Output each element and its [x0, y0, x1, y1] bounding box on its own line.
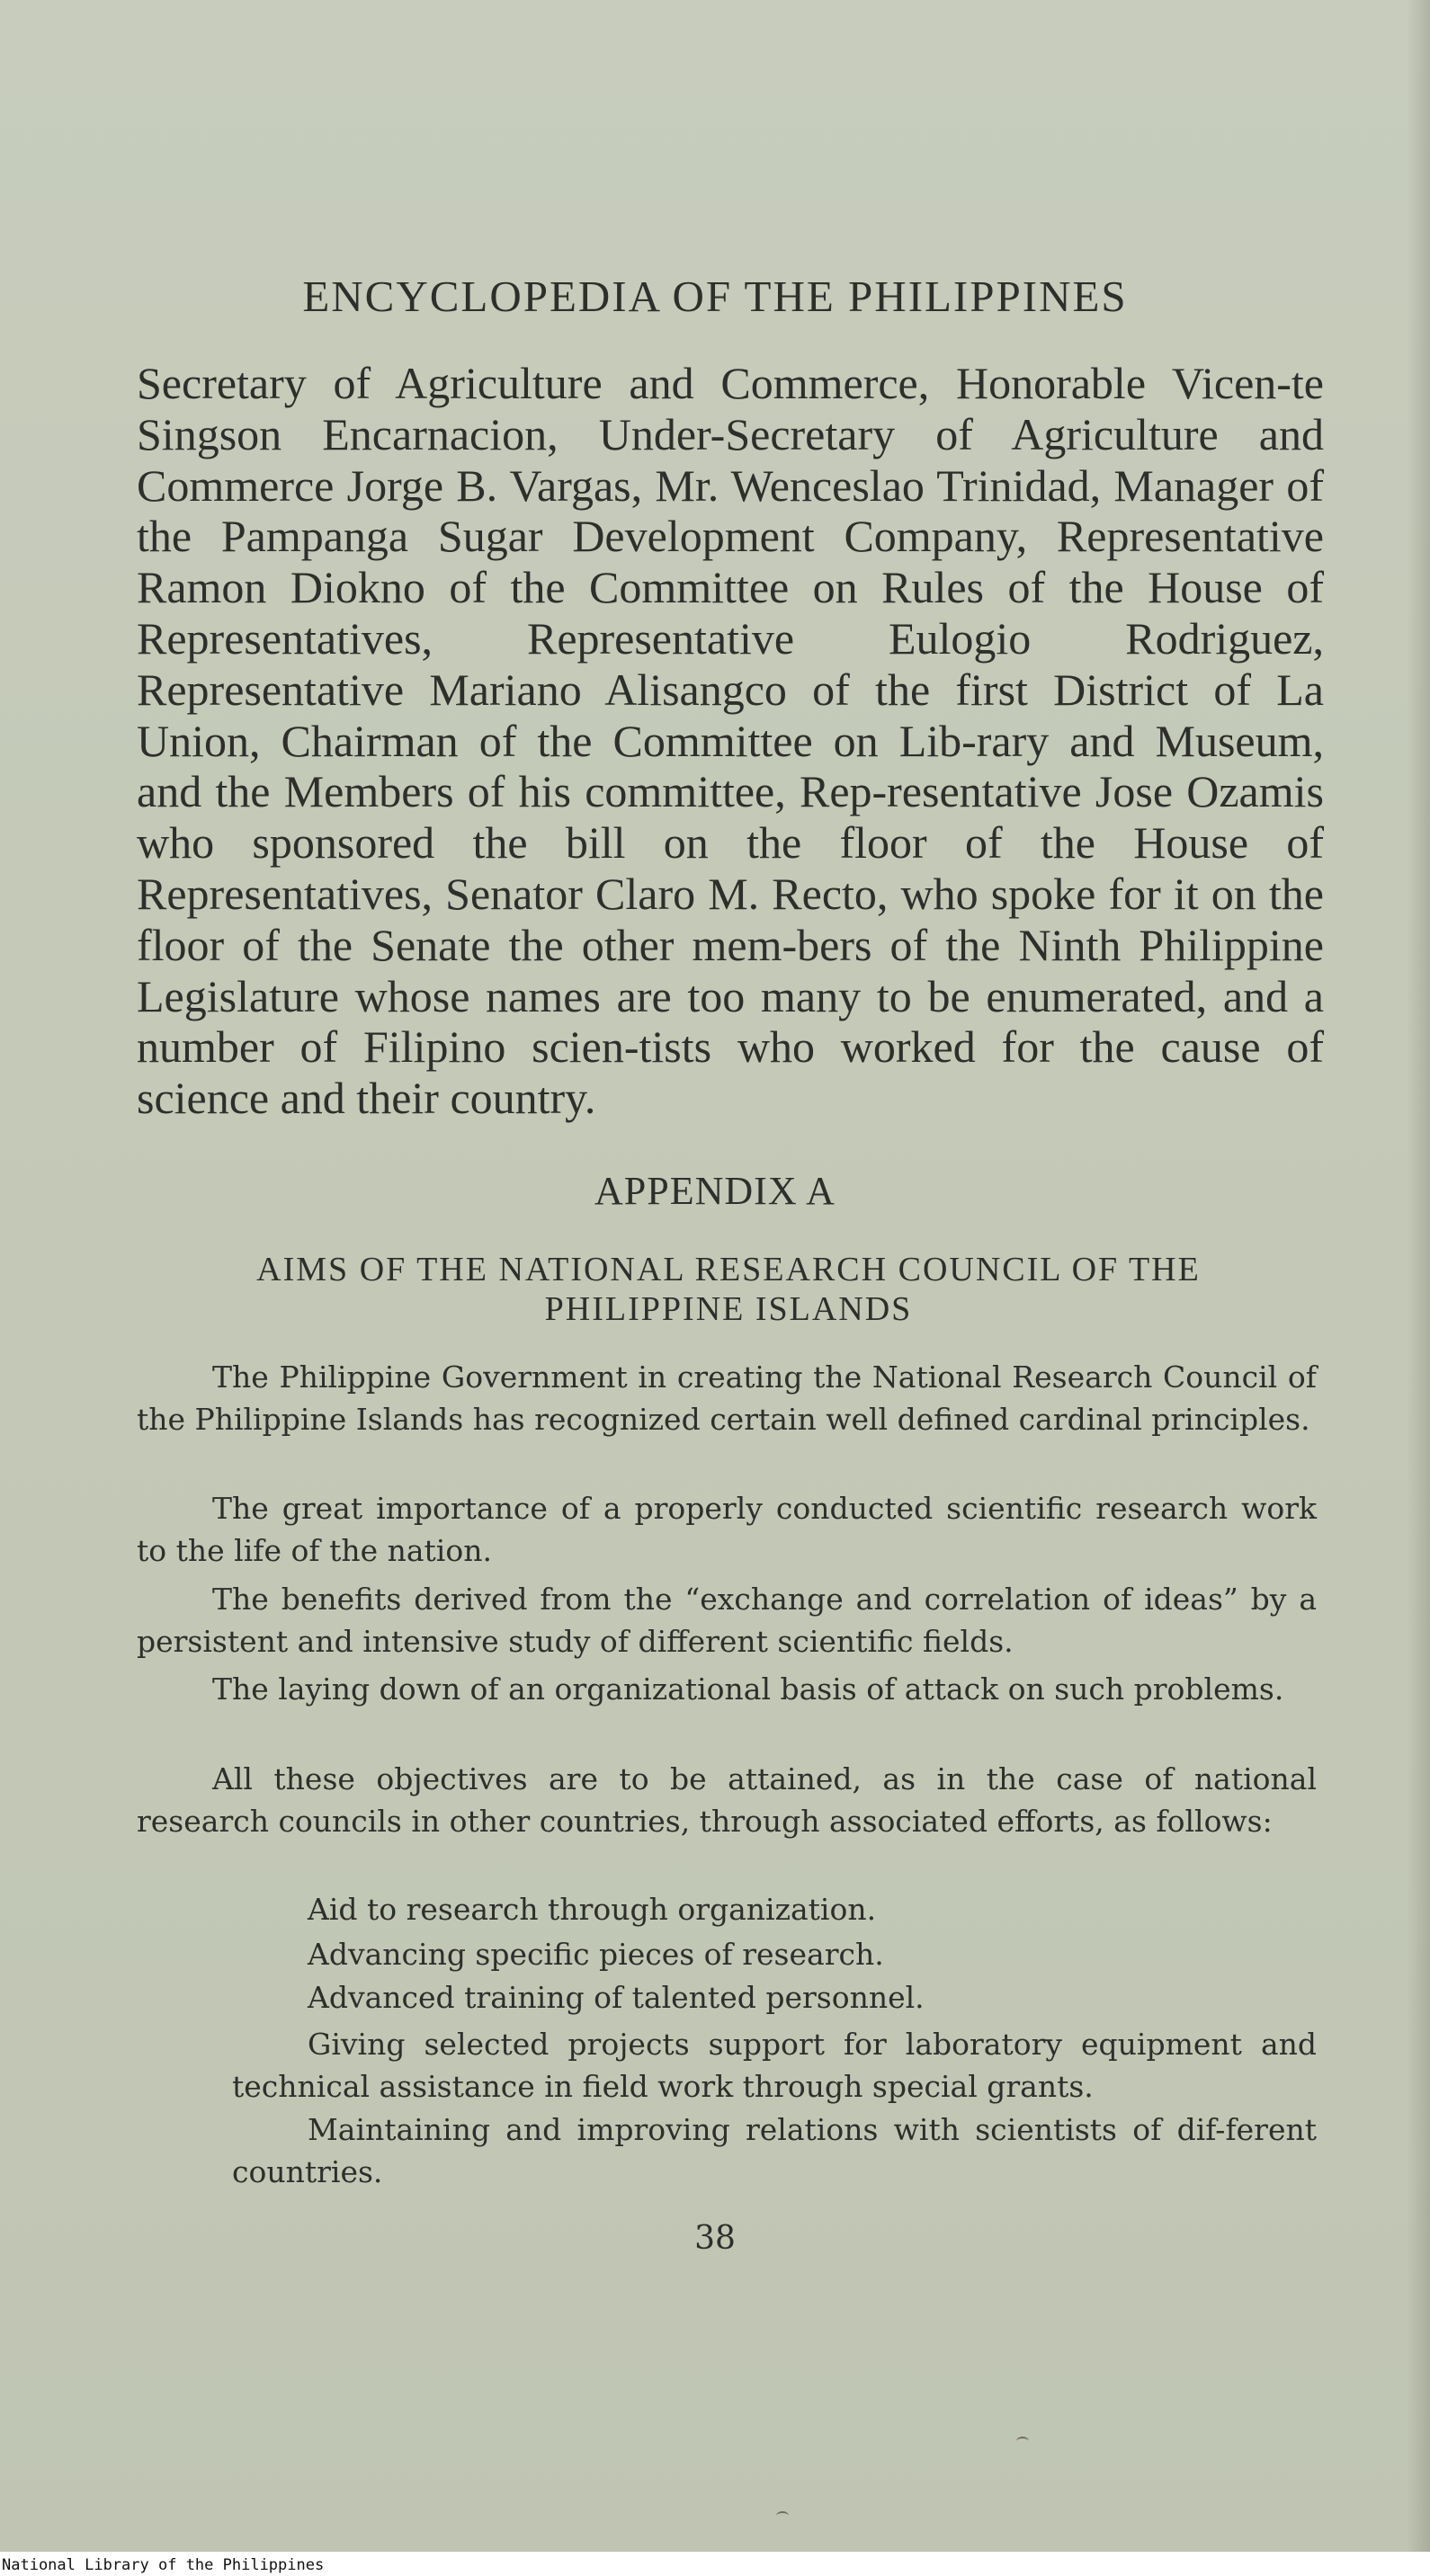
library-footer: National Library of the Philippines — [2, 2556, 325, 2574]
appendix-paragraph: All these objectives are to be attained, as in the case of national research councils in other countries, through associated efforts, as follows: — [137, 1761, 1317, 1839]
appendix-paragraph: The benefits derived from the “exchange and correlation of ideas” by a persistent and intensive study of different scientific fields. — [137, 1582, 1317, 1659]
appendix-paragraph: The Philippine Government in creating the National Research Council of the Philippine Islands has recognized certain well defined cardinal principles. — [137, 1359, 1317, 1437]
aims-list-item: Maintaining and improving relations with scientists of dif-ferent countries. — [232, 2112, 1317, 2189]
aims-list-item: Advanced training of talented personnel. — [308, 1980, 925, 2015]
body-paragraph: Secretary of Agriculture and Commerce, Honorable Vicen-te Singson Encarnacion, Under-Secretary of Agriculture and Commerce Jorge B. Vargas, Mr. Wenceslao Trinidad, Manager of the Pampanga Sugar Development Company, Representative Ramon Diokno of the Committee on Rules of the House of Representatives, Representative Eulogio Rodriguez, Representative Mariano Alisangco of the first District of La Union, Chairman of the Committee on Lib-rary and Museum, and the Members of his committee, Rep-resentative Jose Ozamis who sponsored the bill on the floor of the House of Representatives, Senator Claro M. Recto, who spoke for it on the floor of the Senate the other mem-bers of the Ninth Philippine Legislature whose names are too many to be enumerated, and a number of Filipino scien-tists who worked for the cause of science and their country. — [137, 358, 1324, 1124]
paper-blemish — [1016, 2437, 1029, 2446]
appendix-paragraph: The laying down of an organizational basis of attack on such problems. — [212, 1671, 1284, 1707]
page-number: 38 — [694, 2220, 736, 2257]
aims-list-item: Giving selected projects support for laboratory equipment and technical assistance in field work through special grants. — [232, 2027, 1317, 2104]
running-head: ENCYCLOPEDIA OF THE PHILIPPINES — [302, 272, 1128, 321]
appendix-paragraph: The great importance of a properly conducted scientific research work to the life of the nation. — [137, 1491, 1317, 1568]
appendix-title: APPENDIX A — [594, 1169, 836, 1213]
aims-list-item: Aid to research through organization. — [308, 1892, 877, 1927]
aims-list-item: Advancing specific pieces of research. — [308, 1937, 884, 1972]
paper-blemish — [776, 2511, 789, 2520]
section-title: AIMS OF THE NATIONAL RESEARCH COUNCIL OF THE PHILIPPINE ISLANDS — [256, 1251, 1201, 1328]
